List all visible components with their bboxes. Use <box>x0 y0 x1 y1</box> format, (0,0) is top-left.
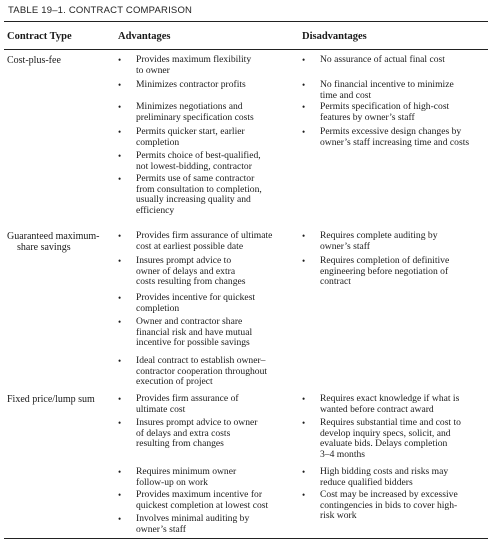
list-item <box>118 293 288 314</box>
item-text-line: follow-up on work <box>136 476 208 488</box>
item-text-line: of delays and extra costs <box>136 427 231 439</box>
item-text-line: owner’s staff <box>320 240 371 252</box>
list-item <box>118 394 288 415</box>
item-text-line: Provides maximum incentive for <box>136 489 263 500</box>
bottom-rule <box>4 538 488 539</box>
item-text-line: Permits excessive design changes by <box>320 126 462 137</box>
item-text-line: completion <box>136 136 180 148</box>
list-item <box>118 418 288 450</box>
bullet-icon: • <box>118 256 122 266</box>
list-item <box>302 80 488 101</box>
item-text-line: features by owner’s staff <box>320 111 415 123</box>
item-text-line: develop inquiry specs, solicit, and <box>320 427 451 439</box>
bullet-icon: • <box>118 231 122 241</box>
bullet-icon: • <box>118 317 122 327</box>
item-text-line: contractor cooperation throughout <box>136 365 268 377</box>
item-text-line: Minimizes negotiations and <box>136 101 243 112</box>
item-text-line: resulting from changes <box>136 438 224 450</box>
item-text-line: Insures prompt advice to <box>136 255 232 266</box>
list-item <box>118 231 288 252</box>
header-disadvantages: Disadvantages <box>302 31 367 42</box>
bullet-icon: • <box>302 467 306 477</box>
row-label-line: Cost-plus-fee <box>7 55 61 66</box>
row-label <box>7 231 99 253</box>
item-text-line: engineering before negotiation of <box>320 265 449 277</box>
item-text-line: usually increasing quality and <box>136 194 251 206</box>
bullet-icon: • <box>118 490 122 500</box>
item-text-line: Cost may be increased by excessive <box>320 489 458 500</box>
bullet-icon: • <box>118 80 122 90</box>
item-text-line: incentive for possible savings <box>136 337 250 349</box>
list-item <box>118 317 288 349</box>
item-text-line: Provides firm assurance of <box>136 393 239 404</box>
bullet-icon: • <box>302 418 306 428</box>
bullet-icon: • <box>302 231 306 241</box>
item-text-line: efficiency <box>136 204 175 216</box>
item-text-line: owner’s staff <box>136 523 187 535</box>
item-text-line: costs resulting from changes <box>136 276 246 288</box>
item-text-line: ultimate cost <box>136 403 186 415</box>
bullet-icon: • <box>302 256 306 266</box>
list-item <box>302 127 488 148</box>
bullet-icon: • <box>118 467 122 477</box>
item-text-line: Permits quicker start, earlier <box>136 126 245 137</box>
bullet-icon: • <box>302 102 306 112</box>
item-text-line: cost at earliest possible date <box>136 240 244 252</box>
item-text-line: Permits choice of best-qualified, <box>136 150 261 161</box>
item-text-line: Permits use of same contractor <box>136 173 255 184</box>
list-item <box>118 102 288 123</box>
table-caption: TABLE 19–1. CONTRACT COMPARISON <box>8 5 193 16</box>
list-item <box>118 356 288 388</box>
item-text-line: Minimizes contractor profits <box>136 79 246 90</box>
list-item <box>118 490 288 511</box>
bullet-icon: • <box>302 80 306 90</box>
bullet-icon: • <box>118 293 122 303</box>
item-text-line: evaluate bids. Delays completion <box>320 438 448 450</box>
bullet-icon: • <box>302 127 306 137</box>
list-item <box>118 467 288 488</box>
row-label-line: Fixed price/lump sum <box>7 394 95 405</box>
item-text-line: preliminary specification costs <box>136 111 254 123</box>
item-text-line: owner of delays and extra <box>136 265 236 277</box>
item-text-line: Provides incentive for quickest <box>136 292 256 303</box>
list-item <box>118 127 288 148</box>
list-item <box>118 80 288 91</box>
item-text-line: from consultation to completion, <box>136 183 262 195</box>
bullet-icon: • <box>302 490 306 500</box>
list-item <box>302 467 488 488</box>
item-text-line: risk work <box>320 510 357 522</box>
header-rule <box>4 49 488 50</box>
list-item <box>302 102 488 123</box>
bullet-icon: • <box>118 127 122 137</box>
bullet-icon: • <box>302 55 306 65</box>
list-item <box>118 174 288 216</box>
list-item <box>302 490 488 522</box>
item-text-line: Permits specification of high-cost <box>320 101 450 112</box>
item-text-line: contract <box>320 276 351 288</box>
item-text-line: High bidding costs and risks may <box>320 466 449 477</box>
item-text-line: wanted before contract award <box>320 403 434 415</box>
bullet-icon: • <box>118 174 122 184</box>
list-item <box>118 256 288 288</box>
list-item <box>302 231 488 252</box>
list-item <box>118 514 288 535</box>
item-text-line: Involves minimal auditing by <box>136 513 250 524</box>
bullet-icon: • <box>118 514 122 524</box>
row-label-line: Guaranteed maximum- <box>7 231 100 242</box>
bullet-icon: • <box>302 394 306 404</box>
item-text-line: No financial incentive to minimize <box>320 79 454 90</box>
row-label <box>7 394 95 405</box>
bullet-icon: • <box>118 102 122 112</box>
item-text-line: reduce qualified bidders <box>320 476 413 488</box>
item-text-line: Requires minimum owner <box>136 466 237 477</box>
bullet-icon: • <box>118 151 122 161</box>
item-text-line: 3–4 months <box>320 448 366 460</box>
item-text-line: No assurance of actual final cost <box>320 54 445 65</box>
item-text-line: Provides maximum flexibility <box>136 54 252 65</box>
bullet-icon: • <box>118 356 122 366</box>
item-text-line: not lowest-bidding, contractor <box>136 160 252 172</box>
header-advantages: Advantages <box>118 31 171 42</box>
header-contract-type: Contract Type <box>7 31 72 42</box>
bullet-icon: • <box>118 394 122 404</box>
item-text-line: to owner <box>136 64 170 76</box>
item-text-line: contingencies in bids to cover high- <box>320 499 458 511</box>
item-text-line: quickest completion at lowest cost <box>136 499 269 511</box>
top-rule <box>4 21 488 22</box>
row-label <box>7 55 61 66</box>
item-text-line: Requires exact knowledge if what is <box>320 393 460 404</box>
list-item <box>118 55 288 76</box>
item-text-line: Requires substantial time and cost to <box>320 417 461 428</box>
list-item <box>302 55 488 66</box>
item-text-line: owner’s staff increasing time and costs <box>320 136 470 148</box>
item-text-line: time and cost <box>320 89 372 101</box>
item-text-line: Provides firm assurance of ultimate <box>136 230 273 241</box>
bullet-icon: • <box>118 55 122 65</box>
list-item <box>302 418 488 460</box>
list-item <box>302 256 488 288</box>
item-text-line: Requires complete auditing by <box>320 230 438 241</box>
list-item <box>118 151 288 172</box>
list-item <box>302 394 488 415</box>
item-text-line: execution of project <box>136 376 213 388</box>
item-text-line: Owner and contractor share <box>136 316 243 327</box>
item-text-line: completion <box>136 302 180 314</box>
item-text-line: financial risk and have mutual <box>136 326 253 338</box>
item-text-line: Requires completion of definitive <box>320 255 450 266</box>
item-text-line: Ideal contract to establish owner– <box>136 355 266 366</box>
row-label-line: share savings <box>17 242 71 253</box>
bullet-icon: • <box>118 418 122 428</box>
item-text-line: Insures prompt advice to owner <box>136 417 258 428</box>
